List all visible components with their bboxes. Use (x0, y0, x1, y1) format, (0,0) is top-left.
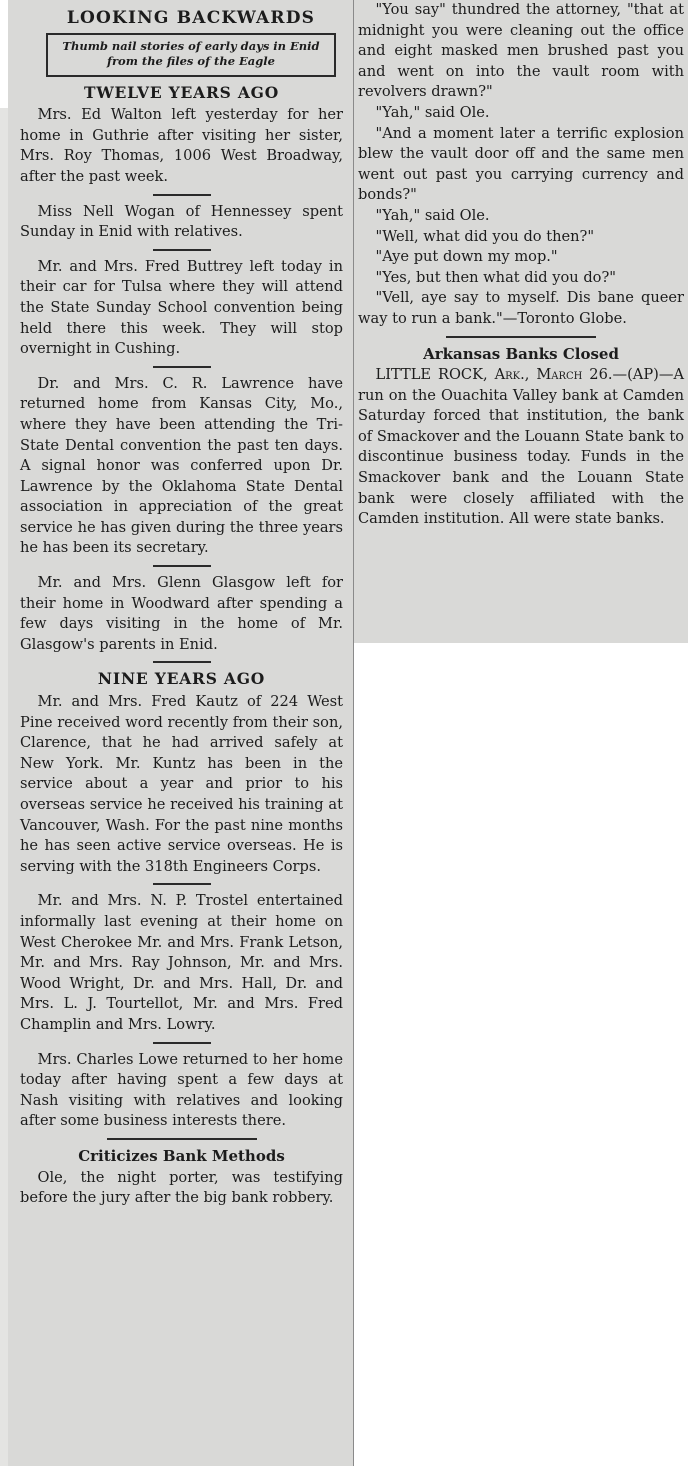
divider (153, 565, 211, 567)
column-header (38, 4, 344, 77)
news-item: Dr. and Mrs. C. R. Lawrence have returned home from Kansas City, Mo., where they have been attending the Tri-State Dental convention the past ten days. A signal honor was conferred upon Dr. Lawrence by the Oklahoma State Dental association in appreciation of the great service he has given during the three years he has been its secretary. (20, 374, 343, 557)
column-tagline: Thumb nail stories of early days in Enid from the files of the Eagle (46, 33, 336, 77)
article-body (358, 365, 684, 530)
article-heading-bank-methods: Criticizes Bank Methods (78, 1146, 285, 1165)
dialogue-line: "You say" thundred the attorney, "that at midnight you were cleaning out the office and eight masked men brushed past you and went on into the vault room with revolvers drawn?" (358, 1, 684, 101)
dialogue-line: "Well, what did you do then?" (375, 227, 595, 245)
divider (153, 1042, 211, 1044)
dialogue-line: "Aye put down my mop." (375, 248, 558, 266)
article-intro: Ole, the night porter, was testifying before the jury after the big bank robbery. (20, 1168, 343, 1207)
news-item: Mr. and Mrs. Glenn Glasgow left for their home in Woodward after spending a few days visiting in the home of Mr. Glasgow's parents in Enid. (20, 574, 343, 653)
news-item: Mr. and Mrs. N. P. Trostel entertained informally last evening at their home on West Cherokee Mr. and Mrs. Frank Letson, Mr. and Mrs. Ray Johnson, Mr. and Mrs. Wood Wright, Dr. and Mrs. Hall, Dr. and Mrs. L. J. Tourtellot, Mr. and Mrs. Fred Champlin and Mrs. Lowry. (20, 892, 343, 1033)
divider (153, 194, 211, 196)
right-column (354, 0, 688, 643)
column-title: LOOKING BACKWARDS (66, 8, 316, 28)
news-item: Mrs. Ed Walton left yesterday for her home in Guthrie after visiting her sister, Mrs. Roy Thomas, 1006 West Broadway, after the past week. (20, 106, 343, 185)
dialogue-line: "Vell, aye say to myself. Dis bane queer way to run a bank."—Toronto Globe. (358, 289, 684, 327)
divider (153, 883, 211, 885)
divider (446, 336, 596, 338)
divider (153, 366, 211, 368)
divider (153, 249, 211, 251)
divider (153, 661, 211, 663)
divider (107, 1138, 257, 1140)
dialogue-line: "And a moment later a terrific explosion blew the vault door off and the same men went out past you carrying currency and bonds?" (358, 124, 684, 204)
dialogue-line: "Yah," said Ole. (375, 206, 490, 224)
section-heading-nine-years: NINE YEARS AGO (97, 669, 266, 689)
left-column (8, 0, 354, 1466)
dialogue-line: "Yah," said Ole. (375, 103, 490, 121)
dateline: LITTLE ROCK, Ark., March 26.—(AP)— (375, 366, 674, 384)
section-heading-twelve-years: TWELVE YEARS AGO (84, 82, 279, 102)
article-heading-arkansas: Arkansas Banks Closed (423, 344, 619, 363)
news-item: Mr. and Mrs. Fred Kautz of 224 West Pine received word recently from their son, Clarence, that he had arrived safely at New York. Mr. Kuntz has been in the service about a year and prior to his overseas service he received his training at Vancouver, Wash. For the past nine months he has seen active service overseas. He is serving with the 318th Engineers Corps. (20, 693, 343, 875)
news-item: Mrs. Charles Lowe returned to her home today after having spent a few days at Nash visiting with relatives and looking after some business interests there. (20, 1050, 343, 1130)
news-item: Mr. and Mrs. Fred Buttrey left today in their car for Tulsa where they will attend the State Sunday School convention being held there this week. They will stop overnight in Cushing. (20, 257, 343, 358)
article-text: A run on the Ouachita Valley bank at Camden Saturday forced that institution, the bank of Smackover and the Louann State bank to discontinue business today. Funds in the Smackover bank and the Louann State bank were closely affiliated with the Camden institution. All were state banks. (358, 366, 684, 528)
news-item: Miss Nell Wogan of Hennessey spent Sunday in Enid with relatives. (20, 202, 343, 241)
dialogue-line: "Yes, but then what did you do?" (375, 268, 616, 286)
